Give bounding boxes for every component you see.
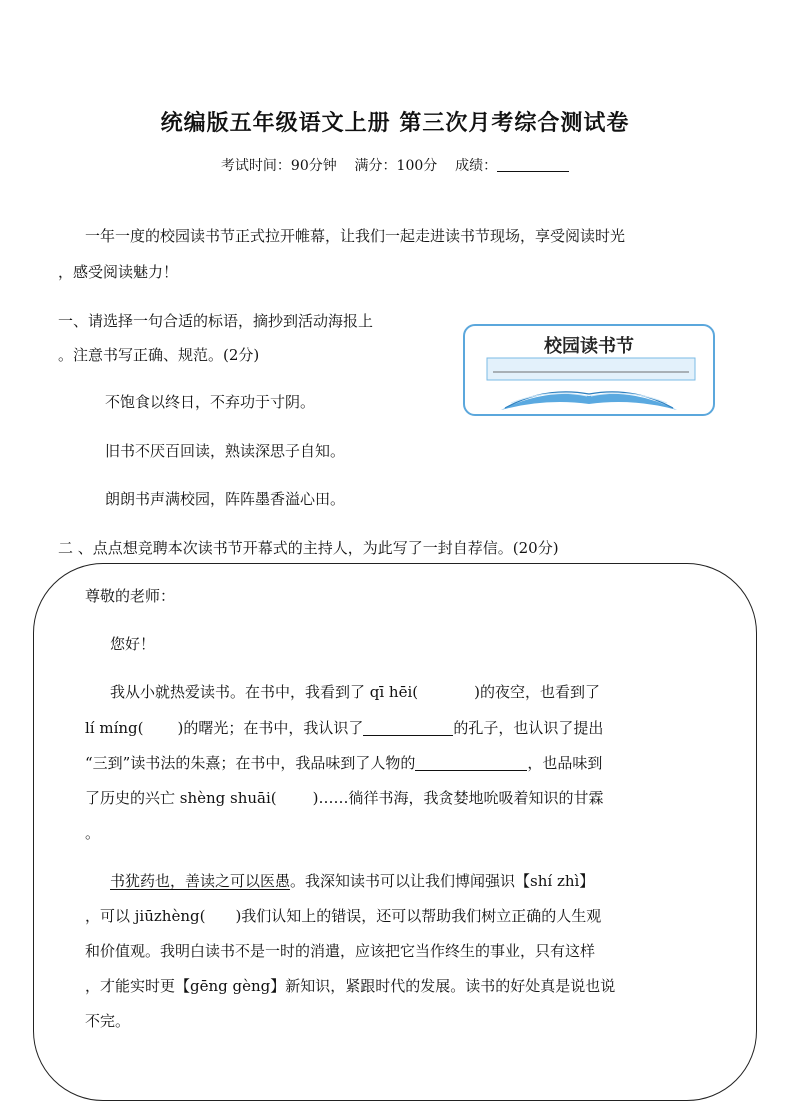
- grade-blank[interactable]: [497, 157, 569, 172]
- letter-p2-line-5: 不完。: [85, 1012, 131, 1030]
- fill-blank-character[interactable]: [415, 755, 527, 771]
- intro-line-1: 一年一度的校园读书节正式拉开帷幕，让我们一起走进读书节现场，享受阅读时光: [85, 227, 626, 245]
- letter-p1-line-4: 了历史的兴亡 shèng shuāi( )……徜徉书海，我贪婪地吮吸着知识的甘霖: [85, 789, 604, 807]
- letter-p1-line-1: 我从小就热爱读书。在书中，我看到了 qī hēi( )的夜空，也看到了: [110, 683, 600, 701]
- letter-p2-line-2: ，可以 jiūzhèng( )我们认知上的错误，还可以帮助我们树立正确的人生观: [85, 907, 602, 925]
- poster-title: 校园读书节: [544, 336, 634, 357]
- letter-p2-line-1: 书犹药也，善读之可以医愚。我深知读书可以让我们博闻强识【shí zhì】: [110, 872, 595, 890]
- underlined-quote: 书犹药也，善读之可以医愚: [110, 872, 291, 890]
- exam-meta: [0, 155, 790, 175]
- slogan-option-1: 不饱食以终日，不弃功于寸阴。: [105, 393, 316, 411]
- question-2-heading: 二 、点点想竞聘本次读书节开幕式的主持人，为此写了一封自荐信。(20分): [58, 539, 559, 557]
- slogan-option-2: 旧书不厌百回读，熟读深思子自知。: [105, 442, 346, 460]
- letter-p1-line-3: “三到”读书法的朱熹；在书中，我品味到了人物的 ，也品味到: [85, 754, 603, 772]
- question-1-line-2: 。注意书写正确、规范。(2分): [58, 346, 260, 364]
- letter-p1-line-5: 。: [85, 824, 101, 842]
- letter-salutation: 尊敬的老师：: [85, 587, 176, 605]
- question-1-line-1: 一、请选择一句合适的标语，摘抄到活动海报上: [58, 312, 374, 330]
- reading-festival-poster: [463, 324, 715, 416]
- grade-label: 成绩：: [455, 158, 498, 174]
- exam-time: 考试时间：90分钟: [220, 158, 337, 174]
- letter-p1-line-2: lí míng( )的曙光；在书中，我认识了 的孔子，也认识了提出: [85, 719, 604, 737]
- fill-blank-confucius[interactable]: [363, 720, 453, 736]
- intro-line-2: ，感受阅读魅力！: [58, 263, 179, 281]
- open-book-icon: [465, 326, 713, 414]
- letter-p2-line-4: ，才能实时更【gēng gèng】新知识，紧跟时代的发展。读书的好处真是说也说: [85, 977, 616, 995]
- slogan-option-3: 朗朗书声满校园，阵阵墨香溢心田。: [105, 490, 346, 508]
- letter-greeting: 您好！: [110, 635, 156, 653]
- letter-p2-line-3: 和价值观。我明白读书不是一时的消遣，应该把它当作终生的事业，只有这样: [85, 942, 596, 960]
- full-score: 满分：100分: [354, 158, 438, 174]
- page-title: 统编版五年级语文上册 第三次月考综合测试卷: [160, 111, 630, 136]
